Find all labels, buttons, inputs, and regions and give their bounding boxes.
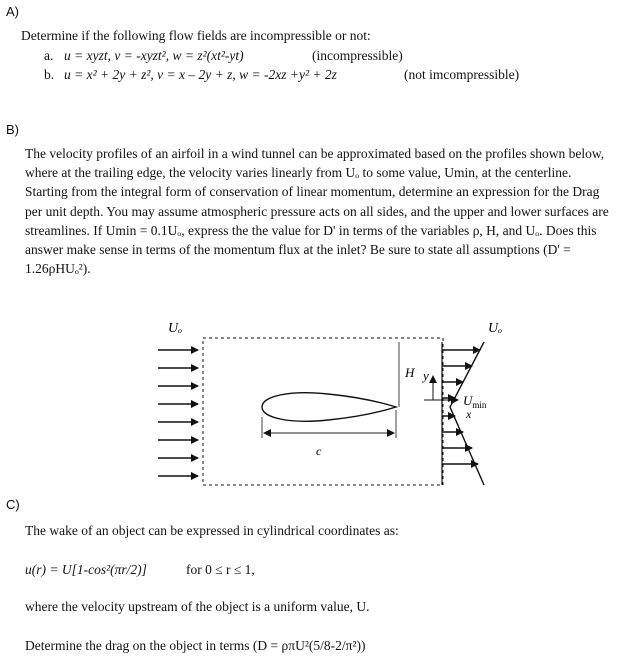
item-b-answer: (not imcompressible) (404, 67, 520, 82)
umin-label: $U_{min}$ (463, 393, 487, 410)
item-a-label: a. (44, 48, 54, 63)
item-b-label: b. (44, 67, 55, 82)
section-c-question: Determine the drag on the object in terms (D = ρπU²(5/8-2/π²)) (25, 638, 366, 653)
section-a-header: A) (6, 4, 19, 19)
y-axis-label: y (423, 368, 429, 383)
section-a-prompt: Determine if the following flow fields are incompressible or not: (21, 28, 371, 43)
item-a-answer: (incompressible) (312, 48, 403, 63)
x-axis-label: x (466, 407, 472, 421)
section-c-header: C) (6, 497, 20, 512)
height-label: H (405, 365, 415, 380)
item-a-expression: u = xyzt, v = -xyzt², w = z²(xt²-yt) (64, 48, 244, 63)
airfoil-wind-tunnel-figure (0, 300, 630, 500)
inlet-velocity-label: Uₒ (168, 321, 183, 336)
item-b-expression: u = x² + 2y + z², v = x – 2y + z, w = -2xz +y² + 2z (64, 67, 337, 82)
section-b-header: B) (6, 122, 19, 137)
section-c-upstream: where the velocity upstream of the object is a uniform value, U. (25, 599, 370, 614)
outlet-velocity-label: Uₒ (488, 321, 503, 336)
inlet-arrows (158, 350, 198, 476)
chord-label: c (316, 444, 322, 458)
wake-equation: u(r) = U[1-cos²(πr/2)] (25, 562, 147, 577)
airfoil-shape (262, 393, 396, 421)
section-c-intro: The wake of an object can be expressed in cylindrical coordinates as: (25, 523, 399, 538)
wake-equation-range: for 0 ≤ r ≤ 1, (186, 562, 255, 577)
section-b-paragraph: The velocity profiles of an airfoil in a wind tunnel can be approximated based on the profiles shown below, where at the trailing edge, the velocity varies linearly from Uₒ to some value, Umin, at the centerline. Starting from the integral form of conservation of linear momentum, determine an expression for the Drag per unit depth. You may assume atmospheric pressure acts on all sides, and the upper and lower surfaces are streamlines. If Umin = 0.1Uₒ, express the the value for D' in terms of the variables ρ, H, and Uₒ. Does this answer make sense in terms of the momentum flux at the inlet? Be sure to state all assumptions (D' = 1.26ρHUₒ²). (25, 146, 609, 277)
